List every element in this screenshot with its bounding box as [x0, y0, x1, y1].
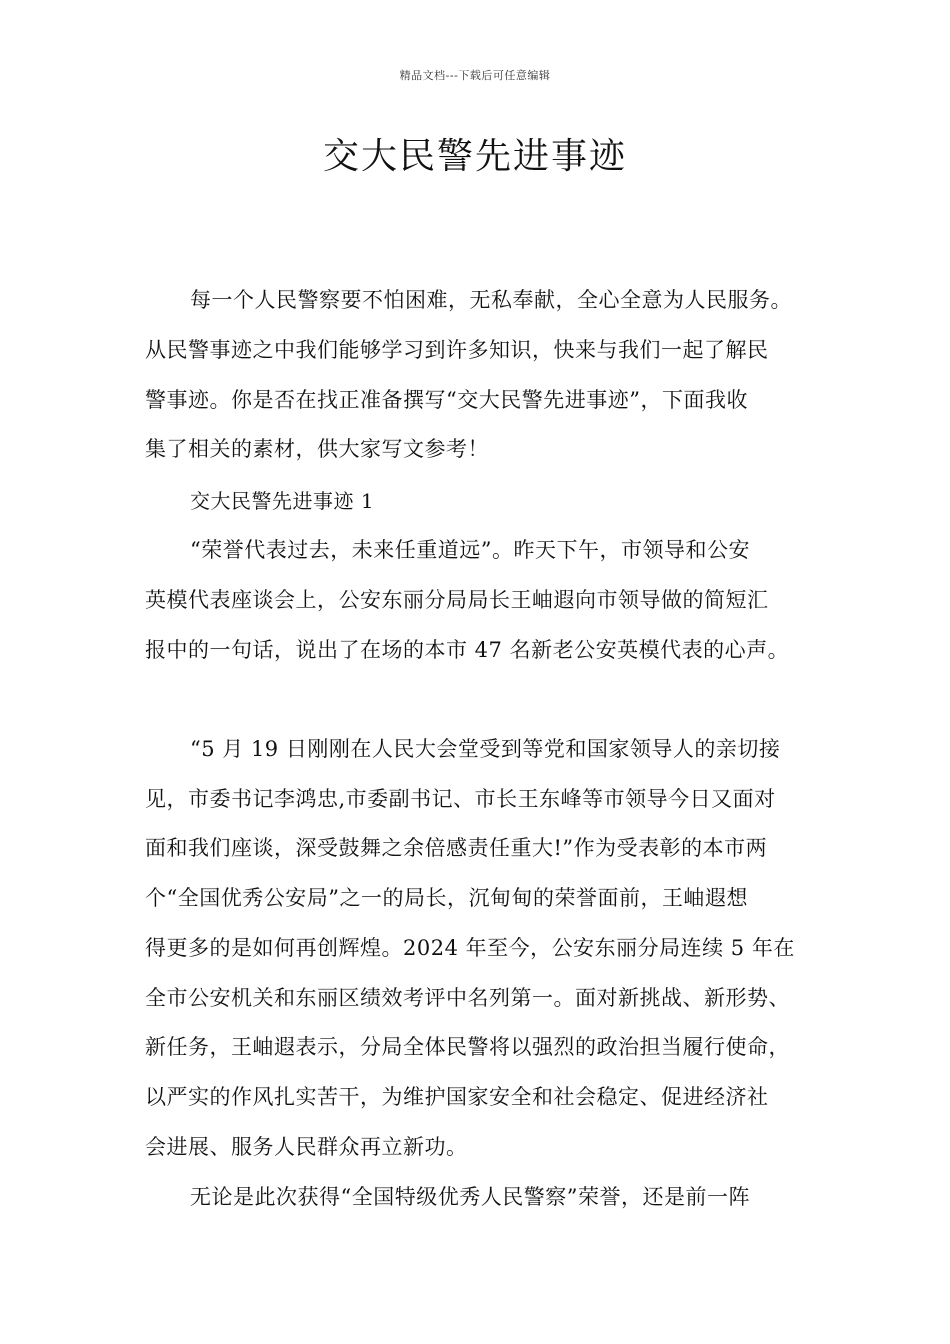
paragraph-line: 从民警事迹之中我们能够学习到许多知识，快来与我们一起了解民	[145, 338, 769, 362]
paragraph-line: 每一个人民警察要不怕困难，无私奉献，全心全意为人民服务。	[190, 288, 792, 312]
header-note: 精品文档---下载后可任意编辑	[399, 69, 551, 82]
paragraph-line: 面和我们座谈，深受鼓舞之余倍感责任重大!”作为受表彰的本市两	[145, 836, 768, 860]
paragraph-line: 个“全国优秀公安局”之一的局长，沉甸甸的荣誉面前，王岫遐想	[145, 886, 748, 910]
paragraph-line: “5 月 19 日刚刚在人民大会堂受到等党和国家领导人的亲切接	[190, 737, 781, 761]
paragraph-line: 得更多的是如何再创辉煌。2024 年至今，公安东丽分局连续 5 年在	[145, 936, 795, 960]
paragraph-line: 全市公安机关和东丽区绩效考评中名列第一。面对新挑战、新形势、	[145, 986, 790, 1010]
paragraph-line: 英模代表座谈会上，公安东丽分局局长王岫遐向市领导做的简短汇	[145, 588, 769, 612]
page-title: 交大民警先进事迹	[322, 136, 627, 177]
paragraph-line: 警事迹。你是否在找正准备撰写“交大民警先进事迹”，下面我收	[145, 388, 748, 412]
paragraph-line: “荣誉代表过去，未来任重道远”。昨天下午，市领导和公安	[190, 538, 750, 562]
paragraph-line: 以严实的作风扎实苦干，为维护国家安全和社会稳定、促进经济社	[145, 1085, 769, 1109]
paragraph-line: 新任务，王岫遐表示，分局全体民警将以强烈的政治担当履行使命，	[145, 1035, 790, 1059]
paragraph-line: 无论是此次获得“全国特级优秀人民警察”荣誉，还是前一阵	[190, 1185, 750, 1209]
paragraph-line: 集了相关的素材，供大家写文参考！	[145, 437, 489, 461]
section-heading: 交大民警先进事迹 1	[190, 489, 375, 513]
paragraph-line: 报中的一句话，说出了在场的本市 47 名新老公安英模代表的心声。	[145, 638, 790, 662]
paragraph-line: 会进展、服务人民群众再立新功。	[145, 1135, 468, 1159]
paragraph-line: 见，市委书记李鸿忠,市委副书记、市长王东峰等市领导今日又面对	[145, 787, 776, 811]
